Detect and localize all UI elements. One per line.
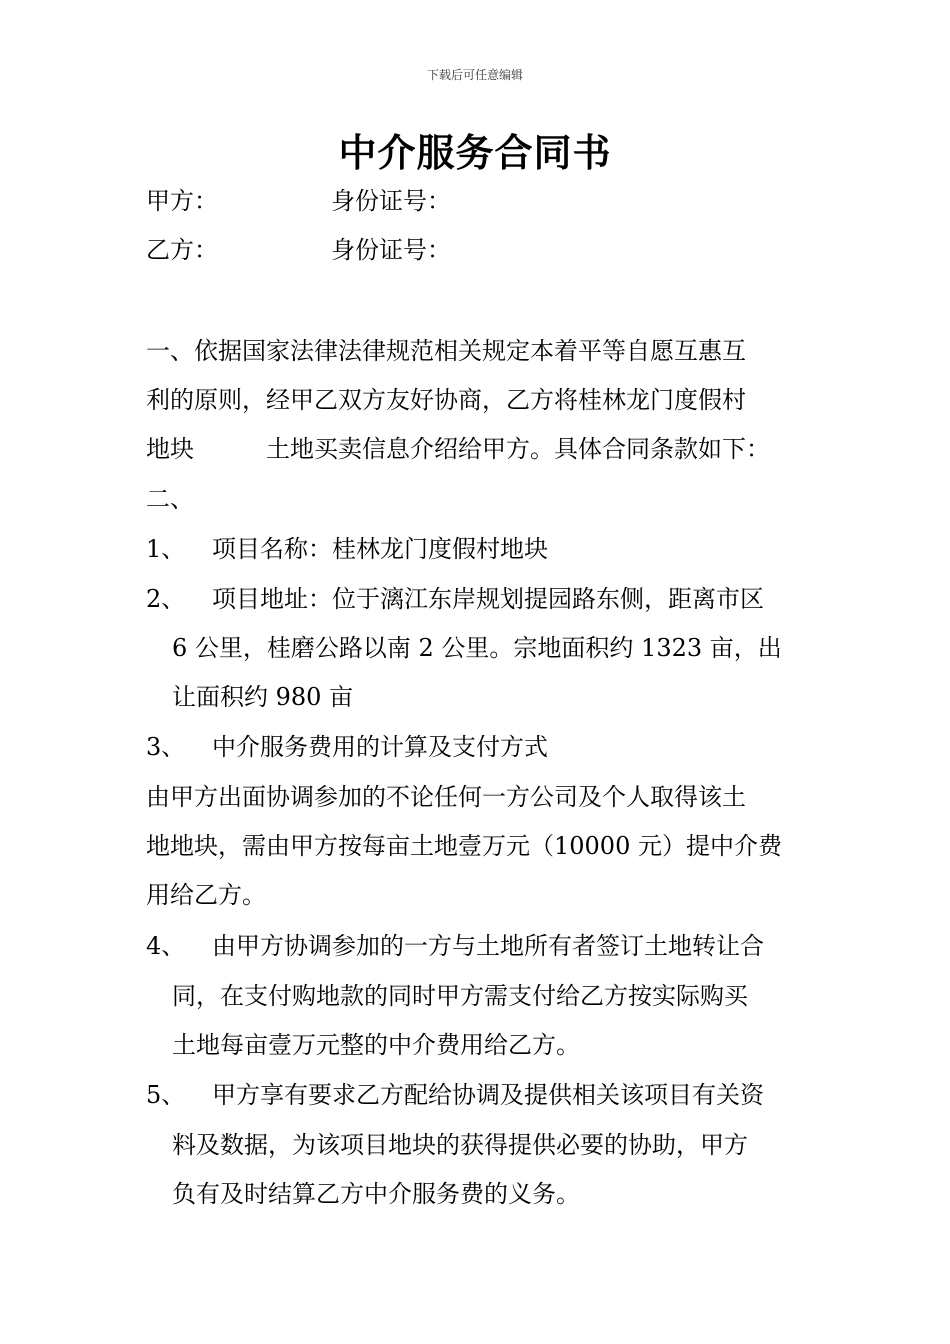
clause1-line3-part: 土地买卖信息介绍给甲方。具体合同条款如下： — [266, 435, 770, 463]
item-text: 中介服务费用的计算及支付方式 — [212, 733, 548, 761]
party-a-label: 甲方： — [146, 187, 218, 215]
item-text: 甲方享有要求乙方配给协调及提供相关该项目有关资 — [212, 1081, 764, 1109]
party-b-row — [146, 235, 451, 265]
list-item — [146, 732, 548, 762]
page-header: 下载后可任意编辑 — [426, 68, 523, 82]
document-title: 中介服务合同书 — [338, 131, 612, 175]
item-text: 让面积约 980 亩 — [172, 683, 354, 711]
item-text: 6 公里，桂磨公路以南 2 公里。宗地面积约 1323 亩，出 — [172, 634, 782, 662]
item-number: 2、 — [146, 585, 186, 613]
item-text: 项目地址：位于漓江东岸规划提园路东侧，距离市区 — [212, 585, 764, 613]
clause1-line3-part: 地块 — [146, 435, 194, 463]
list-item — [146, 1080, 764, 1110]
item-text: 同，在支付购地款的同时甲方需支付给乙方按实际购买 — [172, 982, 748, 1010]
party-a-row — [146, 186, 451, 216]
item-text: 土地每亩壹万元整的中介费用给乙方。 — [172, 1031, 580, 1059]
item-text: 项目名称：桂林龙门度假村地块 — [212, 535, 548, 563]
paragraph-line: 由甲方出面协调参加的不论任何一方公司及个人取得该土 — [146, 783, 746, 811]
clause1-line — [146, 434, 770, 464]
list-item — [146, 584, 764, 614]
party-b-id-label: 身份证号： — [331, 236, 451, 264]
clause1-line: 利的原则，经甲乙双方友好协商，乙方将桂林龙门度假村 — [146, 386, 746, 414]
list-item — [146, 534, 548, 564]
item-text: 料及数据，为该项目地块的获得提供必要的协助，甲方 — [172, 1131, 748, 1159]
paragraph-line: 地地块，需由甲方按每亩土地壹万元（10000 元）提中介费 — [146, 832, 782, 860]
item-text: 由甲方协调参加的一方与土地所有者签订土地转让合 — [212, 932, 764, 960]
item-number: 3、 — [146, 733, 186, 761]
list-item — [146, 931, 764, 961]
clause1-line: 一、依据国家法律法律规范相关规定本着平等自愿互惠互 — [146, 337, 746, 365]
item-number: 5、 — [146, 1081, 186, 1109]
clause2-heading: 二、 — [146, 485, 194, 513]
party-b-label: 乙方： — [146, 236, 218, 264]
item-number: 1、 — [146, 535, 186, 563]
item-number: 4、 — [146, 932, 186, 960]
paragraph-line: 用给乙方。 — [146, 881, 266, 909]
party-a-id-label: 身份证号： — [331, 187, 451, 215]
item-text: 负有及时结算乙方中介服务费的义务。 — [172, 1180, 580, 1208]
